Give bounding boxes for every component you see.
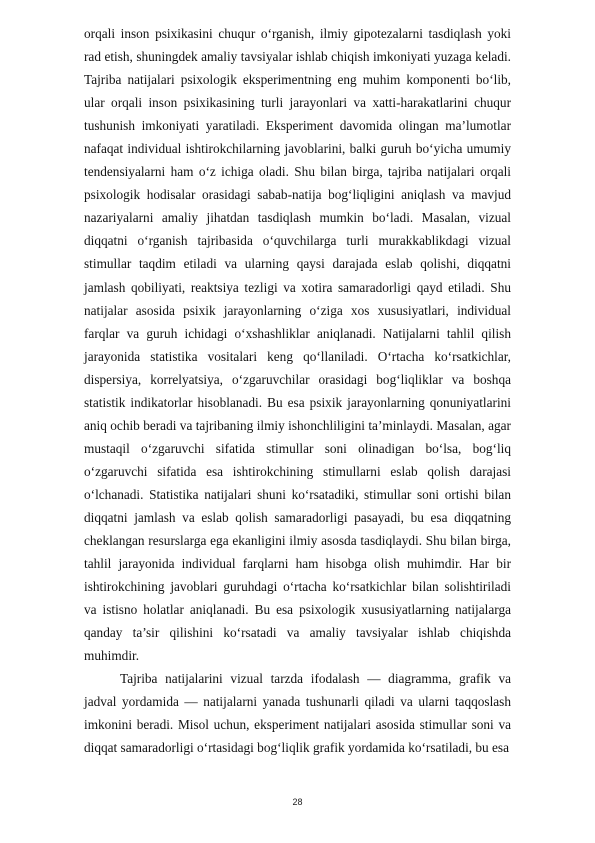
body-paragraph-2: Tajriba natijalarini vizual tarzda ifodalash — diagramma, grafik va jadval yordamida — natijalarni yanada tushunarli qiladi va ularni taqqoslash imkonini beradi. Misol uchun, eksperiment natijalari asosida stimullar soni va diqqat samaradorligi o‘rtasidagi bog‘liqlik grafik yordamida ko‘rsatiladi, bu esa [84,671,511,756]
body-paragraph-1: orqali inson psixikasini chuqur o‘rganish, ilmiy gipotezalarni tasdiqlash yoki rad etish, shuningdek amaliy tavsiyalar ishlab chiqish imkoniyati yuzaga keladi. Tajriba natijalari psixologik eksperimentning eng muhim komponenti bo‘lib, ular orqali inson psixikasining turli jarayonlari va xatti-harakatlarini chuqur tushunish imkoniyati yaratiladi. Eksperiment davomida olingan ma’lumotlar nafaqat individual ishtirokchilarning javoblarini, balki guruh bo‘yicha umumiy tendensiyalarni ham o‘z ichiga oladi. Shu bilan birga, tajriba natijalari orqali psixologik hodisalar orasidagi sabab-natija bog‘liqligini aniqlash va mavjud nazariyalarni amaliy jihatdan tasdiqlash mumkin bo‘ladi. Masalan, vizual diqqatni o‘rganish tajribasida o‘quvchilarga turli murakkablikdagi vizual stimullar taqdim etiladi va ularning qaysi darajada eslab qolishi, diqqatni jamlash qobiliyati, reaktsiya tezligi va xotira samaradorligi qayd etiladi. Shu natijalar asosida psixik jarayonlarning o‘ziga xos xususiyatlari, individual farqlar va guruh ichidagi o‘xshashliklar aniqlanadi. Natijalarni tahlil qilish jarayonida statistika vositalari keng qo‘llaniladi. O‘rtacha ko‘rsatkichlar, dispersiya, korrelyatsiya, o‘zgaruvchilar orasidagi bog‘liqliklar va boshqa statistik indikatorlar hisoblanadi. Bu esa psixik jarayonlarning qonuniyatlarini aniq ochib beradi va tajribaning ilmiy ishonchliligini ta’minlaydi. Masalan, agar mustaqil o‘zgaruvchi sifatida stimullar soni olinadigan bo‘lsa, bog‘liq o‘zgaruvchi sifatida esa ishtirokchining stimullarni eslab qolish darajasi o‘lchanadi. Statistika natijalari shuni ko‘rsatadiki, stimullar soni ortishi bilan diqqatni jamlash va eslab qolish samaradorligi pasayadi, bu esa diqqatning cheklangan resurslarga ega ekanligini ilmiy asosda tasdiqlaydi. Shu bilan birga, tahlil jarayonida individual farqlarni ham hisobga olish muhimdir. Har bir ishtirokchining javoblari guruhdagi o‘rtacha ko‘rsatkichlar bilan solishtiriladi va istisno holatlar aniqlanadi. Bu esa psixologik xususiyatlarning natijalarga qanday ta’sir qilishini ko‘rsatadi va amaliy tavsiyalar ishlab chiqishda muhimdir. [84,26,511,664]
page-number: 28 [292,797,303,807]
